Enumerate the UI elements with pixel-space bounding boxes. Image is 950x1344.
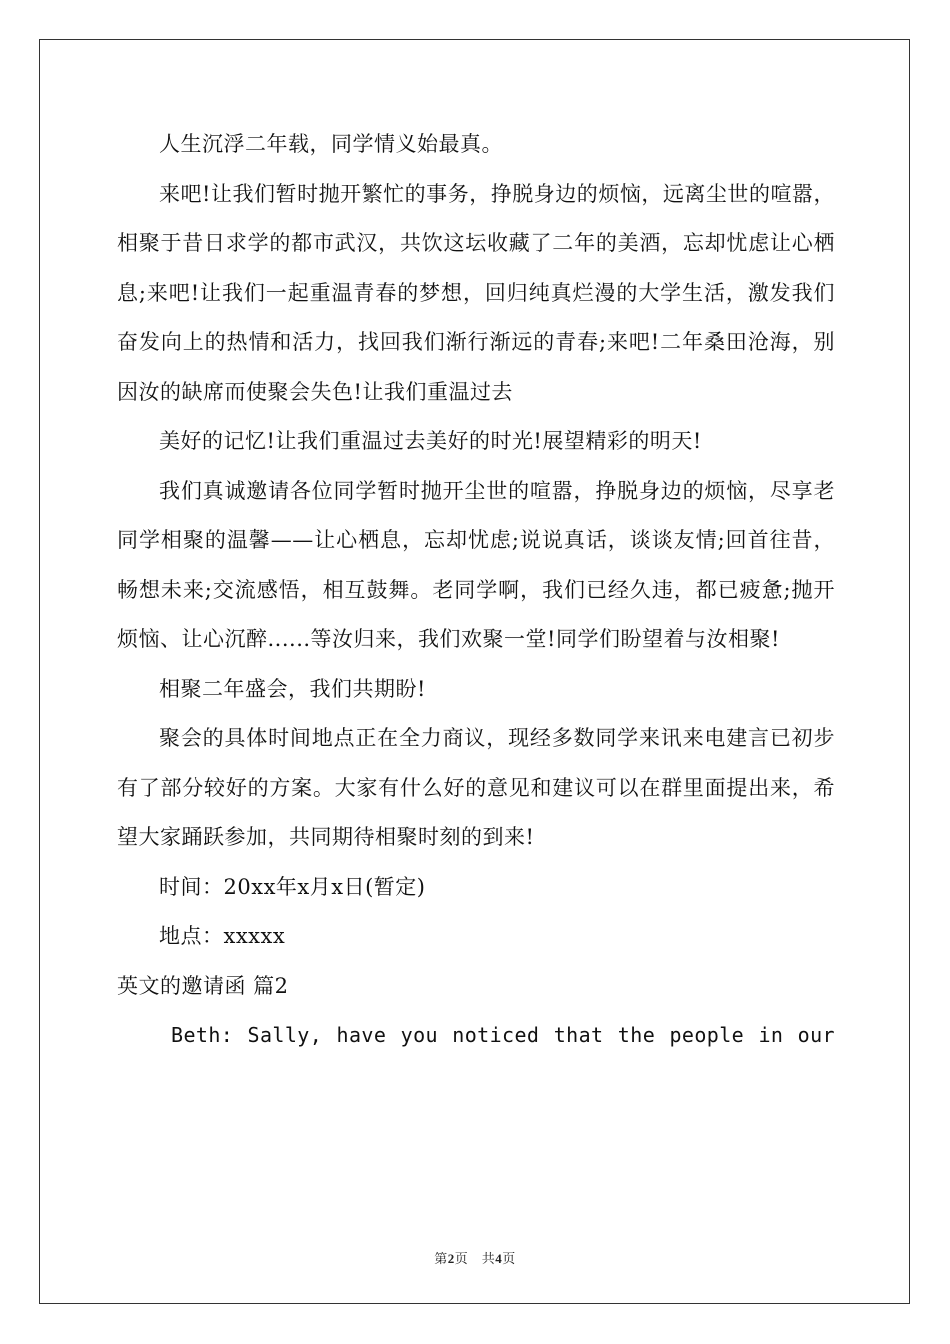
paragraph: 我们真诚邀请各位同学暂时抛开尘世的喧嚣，挣脱身边的烦恼，尽享老同学相聚的温馨——让心栖息，忘却忧虑;说说真话，谈谈友情;回首往昔，畅想未来;交流感悟，相互鼓舞。老同学啊，我们已经久违，都已疲惫;抛开烦恼、让心沉醉......等汝归来，我们欢聚一堂!同学们盼望着与汝相聚! xyxy=(117,478,835,651)
paragraph: 美好的记忆!让我们重温过去美好的时光!展望精彩的明天! xyxy=(159,429,702,453)
footer-suffix: 页 xyxy=(502,1251,516,1266)
paragraph: 聚会的具体时间地点正在全力商议，现经多数同学来讯来电建言已初步有了部分较好的方案。大家有什么好的意见和建议可以在群里面提出来，希望大家踊跃参加，共同期待相聚时刻的到来! xyxy=(117,726,835,849)
document-body xyxy=(117,120,835,1061)
section-heading: 英文的邀请函 篇2 xyxy=(117,973,289,998)
current-page-number: 2 xyxy=(447,1251,455,1266)
paragraph: 人生沉浮二年载，同学情义始最真。 xyxy=(159,132,503,156)
paragraph: 相聚二年盛会，我们共期盼! xyxy=(159,676,426,701)
english-paragraph: Beth: Sally, have you noticed that the people in our xyxy=(171,1023,835,1047)
footer-mid: 页 共 xyxy=(454,1251,496,1266)
paragraph: 来吧!让我们暂时抛开繁忙的事务，挣脱身边的烦恼，远离尘世的喧嚣，相聚于昔日求学的都市武汉，共饮这坛收藏了二年的美酒，忘却忧虑让心栖息;来吧!让我们一起重温青春的梦想，回归纯真烂漫的大学生活，激发我们奋发向上的热情和活力，找回我们渐行渐远的青春;来吧!二年桑田沧海，别因汝的缺席而使聚会失色!让我们重温过去 xyxy=(117,181,835,404)
footer-prefix: 第 xyxy=(434,1251,448,1266)
date-line: 时间：20xx年x月x日(暂定) xyxy=(159,874,426,899)
location-line: 地点：xxxxx xyxy=(159,924,286,948)
total-pages-number: 4 xyxy=(495,1251,503,1266)
page-footer xyxy=(0,1248,950,1267)
